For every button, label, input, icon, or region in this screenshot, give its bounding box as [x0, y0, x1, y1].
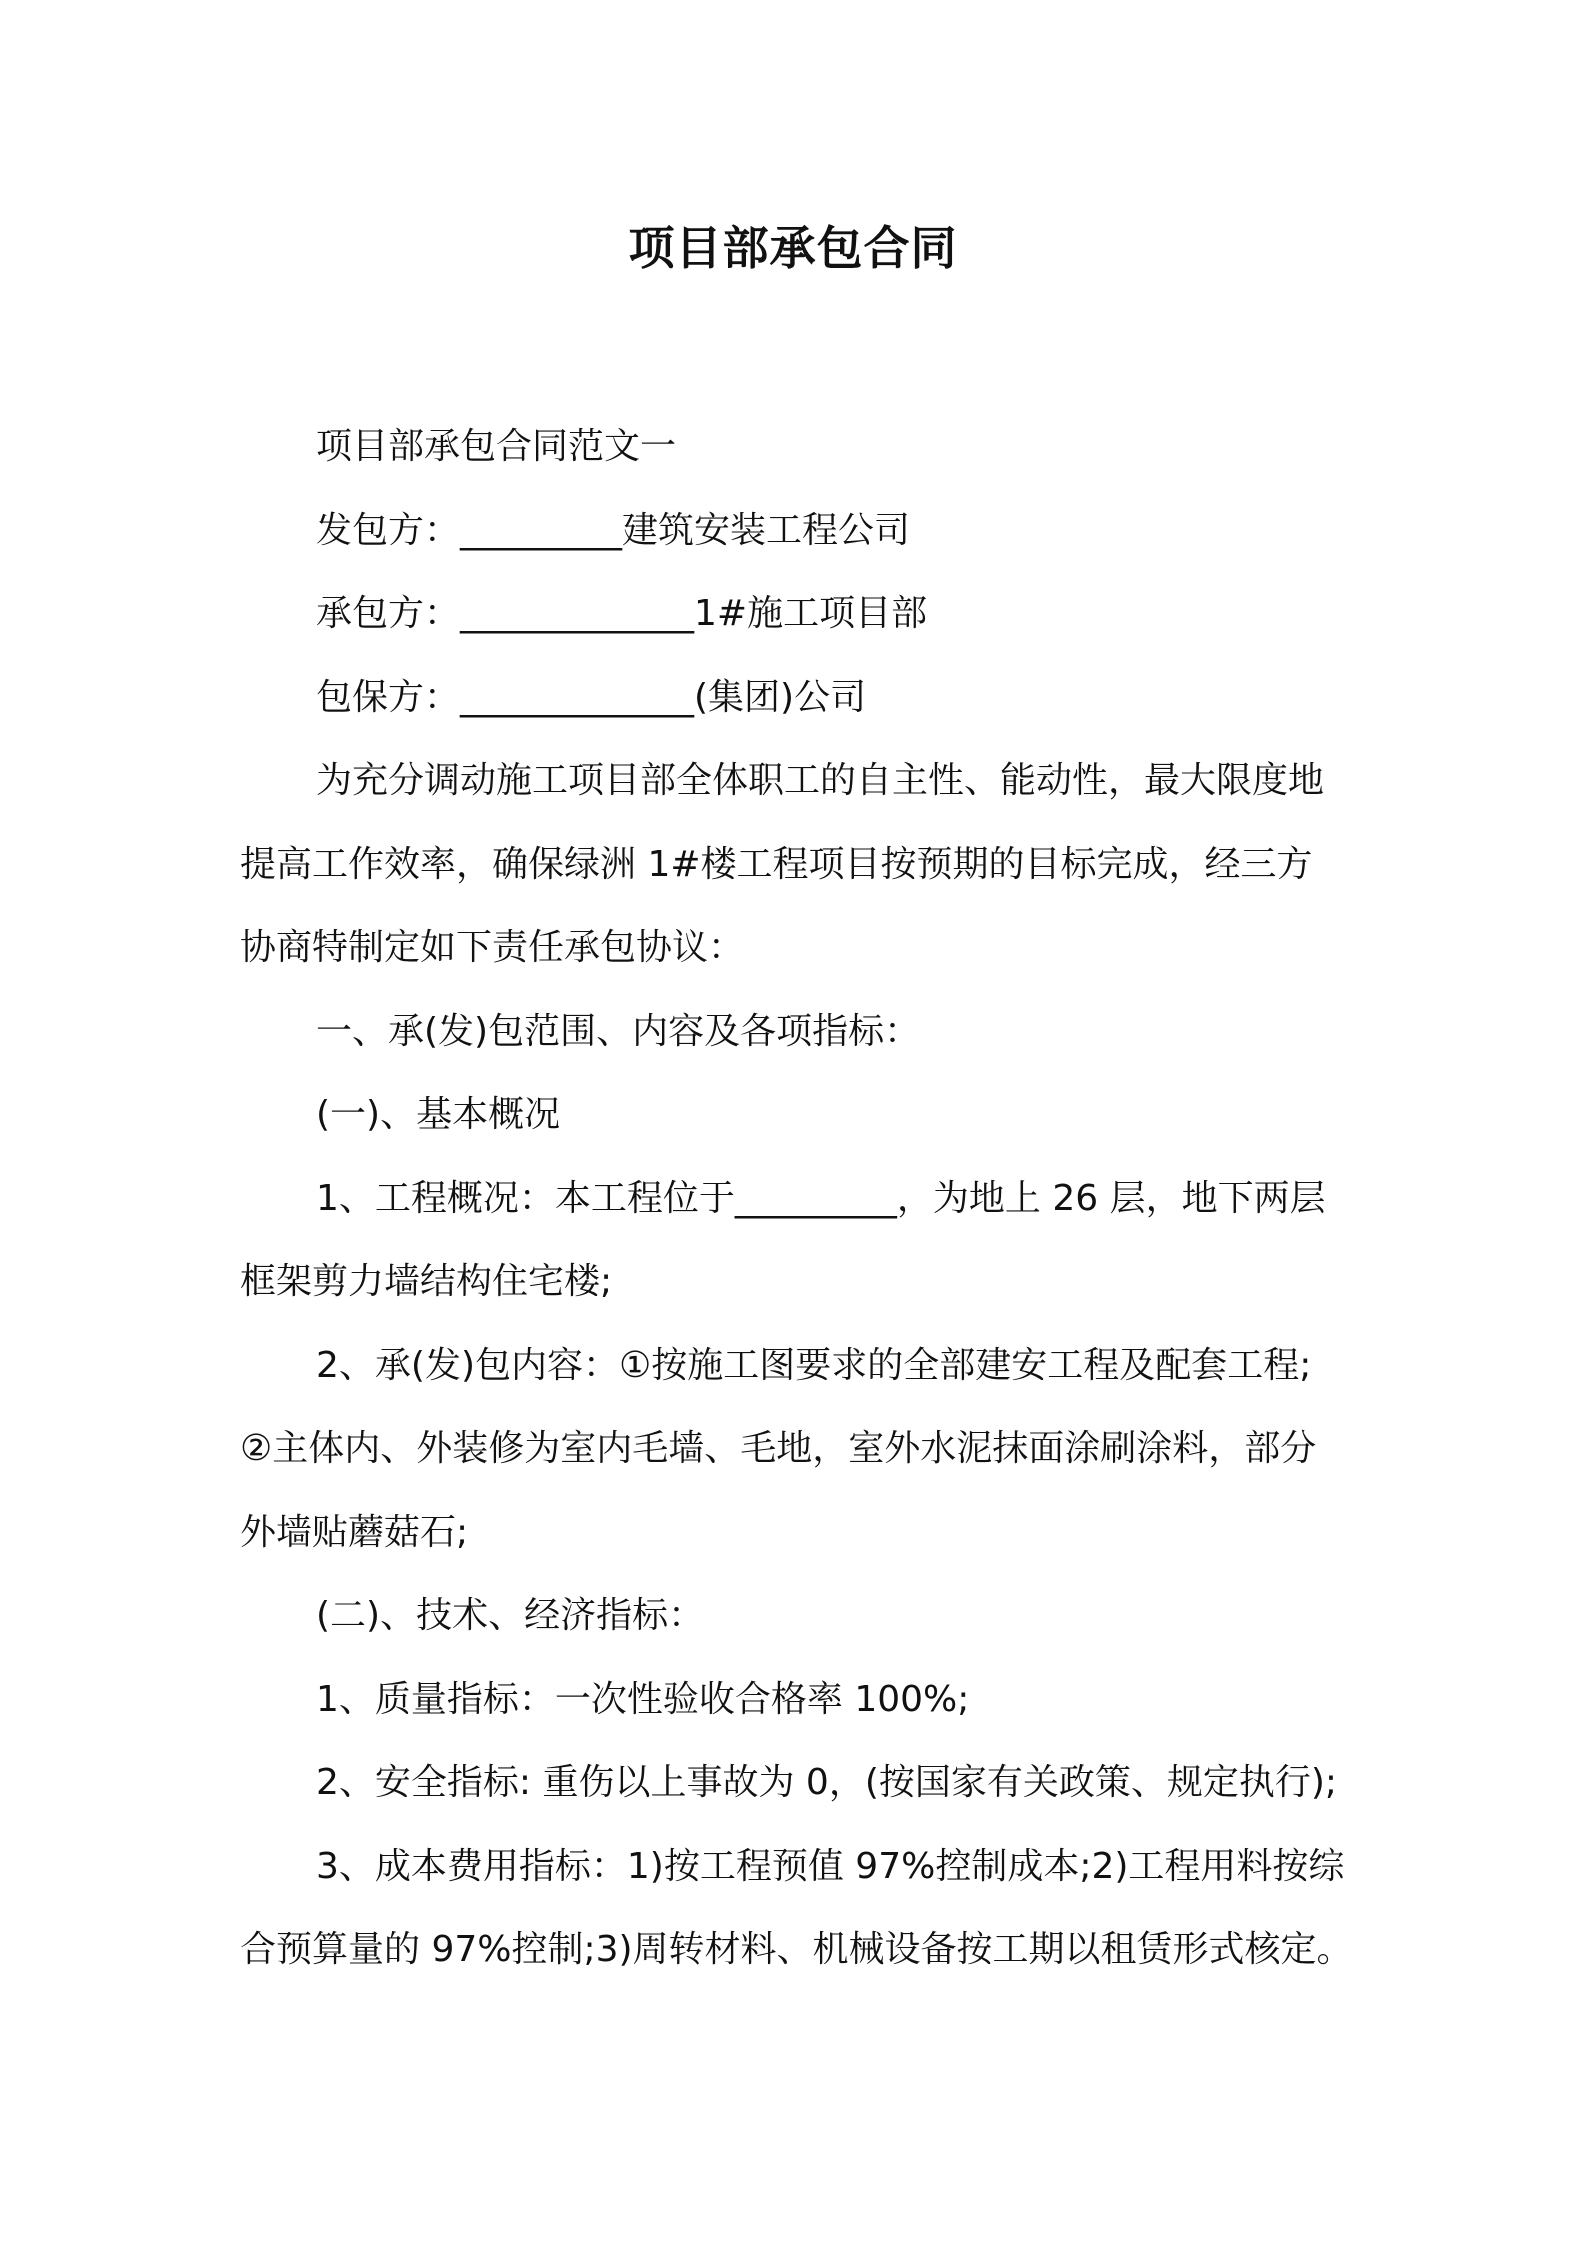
text-line: ②主体内、外装修为室内毛墙、毛地，室外水泥抹面涂刷涂料，部分 — [240, 1428, 1317, 1469]
text-line: 包保方：_____________(集团)公司 — [316, 676, 867, 718]
text-line: 1、工程概况：本工程位于_________，为地上 26 层，地下两层 — [316, 1177, 1326, 1219]
paragraph-item-2-1 — [240, 1658, 1360, 1742]
text-line: 为充分调动施工项目部全体职工的自主性、能动性，最大限度地 — [316, 760, 1325, 801]
text-line: (一)、基本概况 — [316, 1094, 561, 1135]
document-title: 项目部承包合同 — [628, 221, 958, 275]
paragraph-subtitle — [240, 405, 1360, 489]
subsection-heading — [240, 1073, 1360, 1157]
text-line: 外墙贴蘑菇石; — [240, 1511, 469, 1553]
text-line: 1、质量指标：一次性验收合格率 100%; — [316, 1678, 970, 1720]
text-line: 发包方：_________建筑安装工程公司 — [316, 509, 911, 551]
paragraph-item-2-3 — [240, 1825, 1360, 1992]
section-heading — [240, 990, 1360, 1074]
text-line: 项目部承包合同范文一 — [316, 426, 677, 467]
text-line: 协商特制定如下责任承包协议： — [240, 927, 745, 968]
text-line: 提高工作效率，确保绿洲 1#楼工程项目按预期的目标完成，经三方 — [240, 843, 1313, 885]
paragraph-item-1-2 — [240, 1324, 1360, 1575]
paragraph-party-a — [240, 489, 1360, 573]
text-line: 2、承(发)包内容：①按施工图要求的全部建安工程及配套工程; — [316, 1344, 1312, 1386]
text-line: 一、承(发)包范围、内容及各项指标： — [316, 1010, 921, 1052]
paragraph-preamble — [240, 739, 1360, 990]
text-line: 2、安全指标: 重伤以上事故为 0，(按国家有关政策、规定执行); — [316, 1762, 1338, 1803]
text-line: 框架剪力墙结构住宅楼; — [240, 1261, 613, 1302]
text-line: 合预算量的 97%控制;3)周转材料、机械设备按工期以租赁形式核定。 — [240, 1929, 1353, 1970]
text-line: 承包方：_____________1#施工项目部 — [316, 593, 928, 634]
paragraph-guarantor — [240, 656, 1360, 740]
paragraph-item-2-2 — [240, 1741, 1360, 1825]
paragraph-item-1-1 — [240, 1157, 1360, 1324]
text-line: 3、成本费用指标：1)按工程预值 97%控制成本;2)工程用料按综 — [316, 1845, 1345, 1887]
paragraph-party-b — [240, 572, 1360, 656]
text-line: (二)、技术、经济指标： — [316, 1595, 705, 1636]
subsection-heading — [240, 1574, 1360, 1658]
document-body — [240, 405, 1360, 1992]
